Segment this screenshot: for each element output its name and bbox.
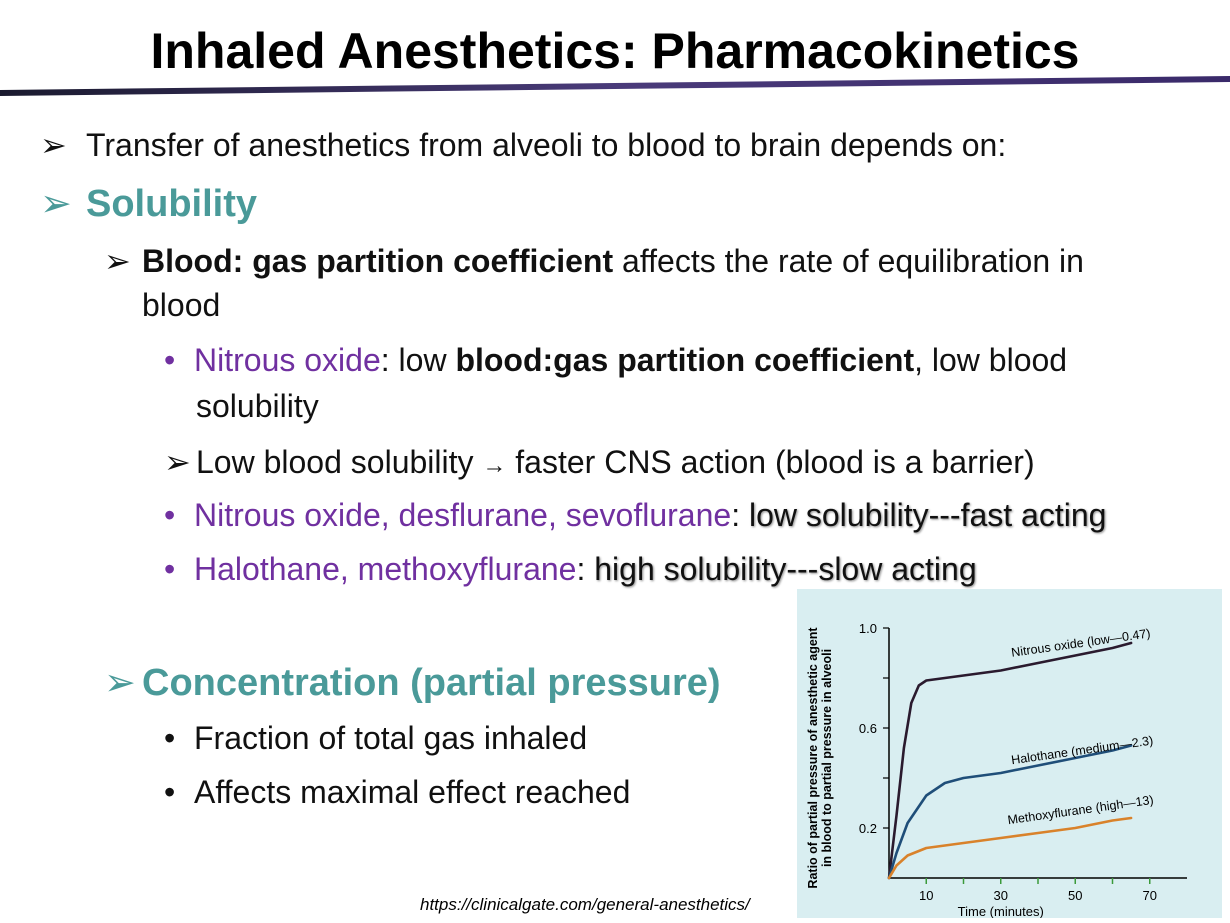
- nitrous-sep: : low: [380, 342, 456, 378]
- low-sol-pre: Low blood solubility: [196, 444, 483, 480]
- series-label: Halothane (medium—2.3): [1010, 733, 1155, 768]
- bullet-dot-icon: •: [164, 497, 176, 533]
- bullet-maximal: [164, 774, 630, 811]
- title-divider: [0, 76, 1230, 98]
- heading-solubility: [40, 181, 257, 226]
- nitrous-continuation: solubility: [196, 388, 319, 424]
- fast-agents: Nitrous oxide, desflurane, sevoflurane: [194, 497, 732, 533]
- concentration-item: Affects maximal effect reached: [194, 774, 631, 810]
- bullet-low-solubility: [164, 443, 1035, 481]
- series-line-1: [889, 643, 1131, 878]
- y-axis-label-line: Ratio of partial pressure of anesthetic agent: [806, 627, 820, 889]
- slide-title: Inhaled Anesthetics: Pharmacokinetics: [150, 23, 1080, 79]
- heading-concentration: [104, 660, 721, 705]
- anesthetic-uptake-chart: [797, 589, 1222, 918]
- bullet-nitrous: [164, 342, 1067, 379]
- series-label: Nitrous oxide (low—0.47): [1010, 626, 1152, 660]
- arrow-bullet-icon: ➢: [164, 444, 191, 480]
- right-arrow-icon: →: [482, 452, 507, 479]
- slow-agents: Halothane, methoxyflurane: [194, 551, 577, 587]
- arrow-bullet-icon: ➢: [40, 183, 72, 225]
- concentration-text: Concentration (partial pressure): [142, 662, 721, 704]
- bullet-dot-icon: •: [164, 551, 176, 587]
- concentration-item: Fraction of total gas inhaled: [194, 720, 588, 756]
- slow-sep: :: [576, 551, 595, 587]
- nitrous-agent: Nitrous oxide: [194, 342, 381, 378]
- blood-gas-continuation: blood: [142, 287, 221, 323]
- x-axis-label: Time (minutes): [957, 904, 1044, 918]
- slow-effect: high solubility---slow acting: [594, 551, 977, 587]
- y-tick-label: 0.2: [858, 821, 877, 836]
- x-tick-label: 30: [993, 888, 1008, 903]
- blood-gas-rest: affects the rate of equilibration in: [613, 243, 1084, 279]
- y-tick-label: 1.0: [858, 621, 877, 636]
- fast-sep: :: [731, 497, 749, 533]
- blood-gas-bold: Blood: gas partition coefficient: [142, 243, 614, 279]
- fast-effect: low solubility---fast acting: [748, 497, 1107, 533]
- x-tick-label: 10: [919, 888, 934, 903]
- nitrous-rest: , low blood: [914, 342, 1068, 378]
- low-sol-post: faster CNS action (blood is a barrier): [506, 444, 1035, 480]
- source-citation: https://clinicalgate.com/general-anesthetics/: [420, 895, 750, 914]
- bullet-dot-icon: •: [164, 720, 176, 756]
- chart-panel: [797, 589, 1222, 918]
- arrow-bullet-icon: ➢: [104, 662, 136, 704]
- bullet-dot-icon: •: [164, 342, 176, 378]
- transfer-text: Transfer of anesthetics from alveoli to blood to brain depends on:: [86, 127, 1007, 163]
- arrow-bullet-icon: ➢: [40, 127, 67, 163]
- y-axis-label-line: in blood to partial pressure in alveoli: [820, 648, 834, 868]
- bullet-blood-gas: [104, 242, 1084, 280]
- arrow-bullet-icon: ➢: [104, 243, 131, 279]
- series-label: Methoxyflurane (high—13): [1006, 792, 1155, 828]
- bullet-transfer: [40, 126, 1006, 164]
- solubility-text: Solubility: [86, 183, 257, 225]
- nitrous-bold: blood:gas partition coefficient: [455, 342, 915, 378]
- bullet-slow-acting: [164, 551, 977, 588]
- x-tick-label: 70: [1142, 888, 1157, 903]
- x-tick-label: 50: [1068, 888, 1083, 903]
- y-axis-label: [806, 627, 834, 889]
- bullet-fast-acting: [164, 497, 1106, 534]
- bullet-fraction: [164, 720, 587, 757]
- y-tick-label: 0.6: [858, 721, 877, 736]
- bullet-dot-icon: •: [164, 774, 176, 810]
